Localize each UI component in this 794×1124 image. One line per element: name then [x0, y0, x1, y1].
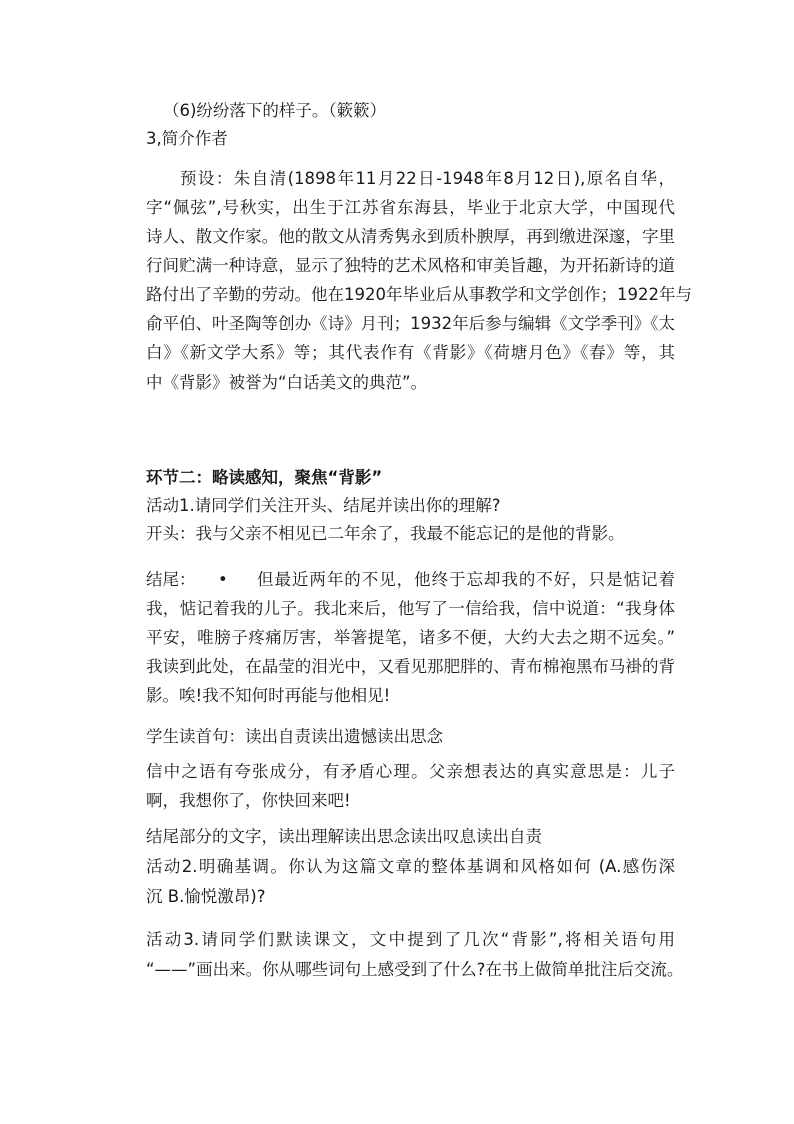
- activity-3-line-2: “——”画出来。你从哪些词句上感受到了什么?在书上做简单批注后交流。: [146, 960, 684, 979]
- activity-2-line-1: 活动2.明确基调。你认为这篇文章的整体基调和风格如何 (A.感伤深: [146, 857, 675, 876]
- ending-line-1: 但最近两年的不见，他终于忘却我的不好，只是惦记着: [257, 570, 675, 589]
- ending-reading-note: 结尾部分的文字，读出理解读出思念读出叹息读出自责: [146, 827, 542, 846]
- bio-line-8: 中《背影》被誉为“白话美文的典范”。: [146, 373, 428, 392]
- vocab-item-6: （6)纷纷落下的样子。（簌簌）: [163, 101, 387, 120]
- bio-line-1: 预设：朱自清(1898年11月22日-1948年8月12日),原名自华，: [180, 169, 675, 188]
- activity-1: 活动1.请同学们关注开头、结尾并读出你的理解?: [146, 496, 501, 515]
- section-2-heading: 环节二：略读感知，聚焦“背影”: [146, 468, 383, 487]
- bio-line-7: 白》《新文学大系》等；其代表作有《背影》《荷塘月色》《春》等，其: [146, 343, 675, 362]
- section-3-title: 3,简介作者: [146, 129, 228, 148]
- activity-2-line-2: 沉 B.愉悦激昂)?: [146, 887, 266, 906]
- students-read-note: 学生读首句：读出自责读出遗憾读出思念: [146, 727, 443, 746]
- activity-3-line-1: 活动3.请同学们默读课文，文中提到了几次“背影”,将相关语句用: [146, 930, 675, 949]
- letter-analysis-line-1: 信中之语有夸张成分，有矛盾心理。父亲想表达的真实意思是：儿子: [146, 762, 675, 781]
- bio-line-4: 行间贮满一种诗意，显示了独特的艺术风格和审美旨趣，为开拓新诗的道: [146, 256, 675, 275]
- ending-line-2: 我，惦记着我的儿子。我北来后，他写了一信给我，信中说道：“我身体: [146, 599, 675, 618]
- ending-line-3: 平安，唯膀子疼痛厉害，举箸提笔，诸多不便，大约大去之期不远矣。”: [146, 628, 675, 647]
- bio-line-6: 俞平伯、叶圣陶等创办《诗》月刊；1932年后参与编辑《文学季刊》《太: [146, 314, 675, 333]
- ending-bullet: •: [218, 570, 228, 589]
- ending-line-5: 影。唉!我不知何时再能与他相见!: [146, 686, 391, 705]
- ending-label: 结尾：: [146, 570, 196, 589]
- bio-line-2: 字“佩弦”,号秋实，出生于江苏省东海县，毕业于北京大学，中国现代: [146, 198, 675, 217]
- opening-quote: 开头：我与父亲不相见已二年余了，我最不能忘记的是他的背影。: [146, 524, 625, 543]
- bio-line-3: 诗人、散文作家。他的散文从清秀隽永到质朴腴厚，再到缴进深邃，字里: [146, 227, 675, 246]
- bio-line-5: 路付出了辛勤的劳动。他在1920年毕业后从事教学和文学创作；1922年与: [146, 285, 692, 304]
- letter-analysis-line-2: 啊，我想你了，你快回来吧!: [146, 791, 351, 810]
- ending-line-4: 我读到此处，在晶莹的泪光中，又看见那肥胖的、青布棉袍黑布马褂的背: [146, 657, 675, 676]
